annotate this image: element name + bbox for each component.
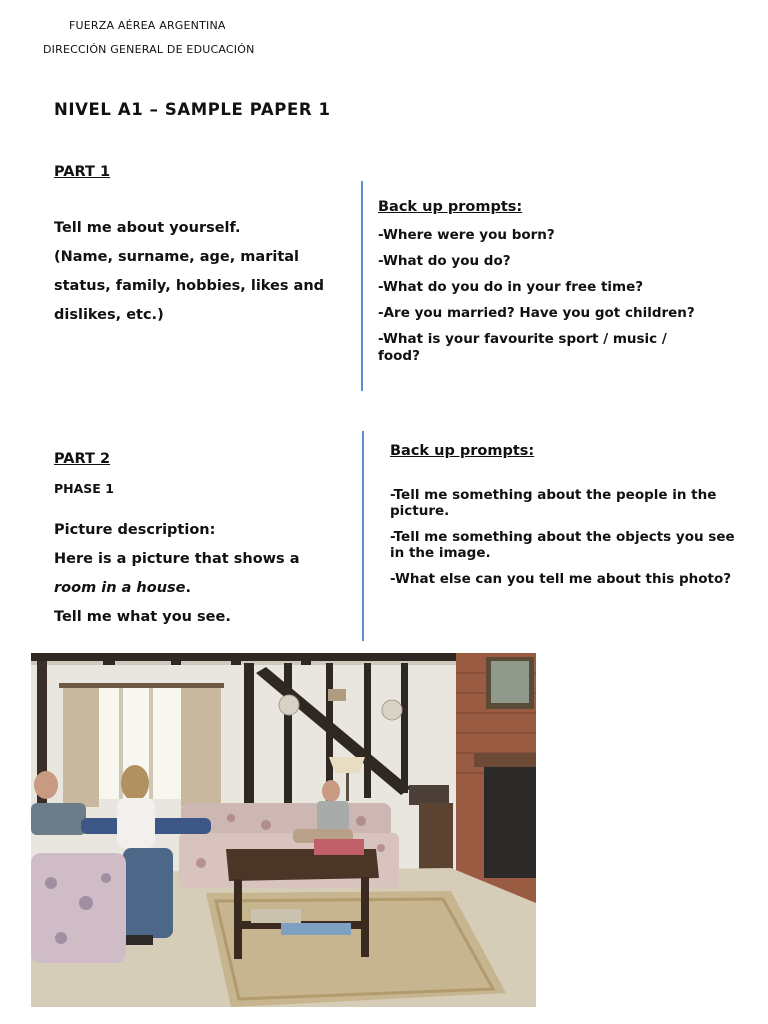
living-room-photo: [31, 653, 536, 1007]
part2-heading: PART 2: [54, 451, 111, 467]
prompt-item: -What is your favourite sport / music / food?: [378, 331, 667, 364]
part1-task-line: status, family, hobbies, likes and: [54, 278, 325, 294]
prompt-item: -What do you do in your free time?: [378, 279, 644, 295]
prompt-item: -Tell me something about the objects you see in the image.: [390, 529, 735, 561]
part2-task-title: Picture description:: [54, 522, 216, 538]
part2-divider: [362, 431, 364, 641]
part2-task: [54, 516, 354, 632]
italic-phrase: room in a house: [54, 580, 186, 596]
prompt-item: -What do you do?: [378, 253, 511, 269]
part2-task-line: [54, 574, 354, 603]
dept-name: DIRECCIÓN GENERAL DE EDUCACIÓN: [43, 43, 255, 56]
part1-task: [54, 214, 354, 330]
part2-prompts: [390, 487, 740, 587]
part1-prompts-title: Back up prompts:: [378, 199, 523, 215]
prompt-item: -Are you married? Have you got children?: [378, 305, 695, 321]
prompt-item: -Where were you born?: [378, 227, 555, 243]
part1-task-line: Tell me about yourself.: [54, 220, 241, 236]
part1-heading: PART 1: [54, 164, 111, 180]
part2-task-line: Here is a picture that shows a: [54, 551, 300, 567]
part1-prompts: [378, 227, 718, 365]
period: .: [185, 580, 191, 596]
part2-prompts-title: Back up prompts:: [390, 443, 535, 459]
part1-task-line: (Name, surname, age, marital: [54, 249, 300, 265]
prompt-item: -What else can you tell me about this photo?: [390, 571, 732, 587]
part1-task-line: dislikes, etc.): [54, 307, 164, 323]
paper-title: NIVEL A1 – SAMPLE PAPER 1: [54, 100, 331, 119]
prompt-item: -Tell me something about the people in the picture.: [390, 487, 717, 519]
part2-task-line: Tell me what you see.: [54, 609, 231, 625]
phase-label: PHASE 1: [54, 481, 114, 496]
part1-divider: [361, 181, 363, 391]
org-name: FUERZA AÉREA ARGENTINA: [69, 19, 226, 32]
